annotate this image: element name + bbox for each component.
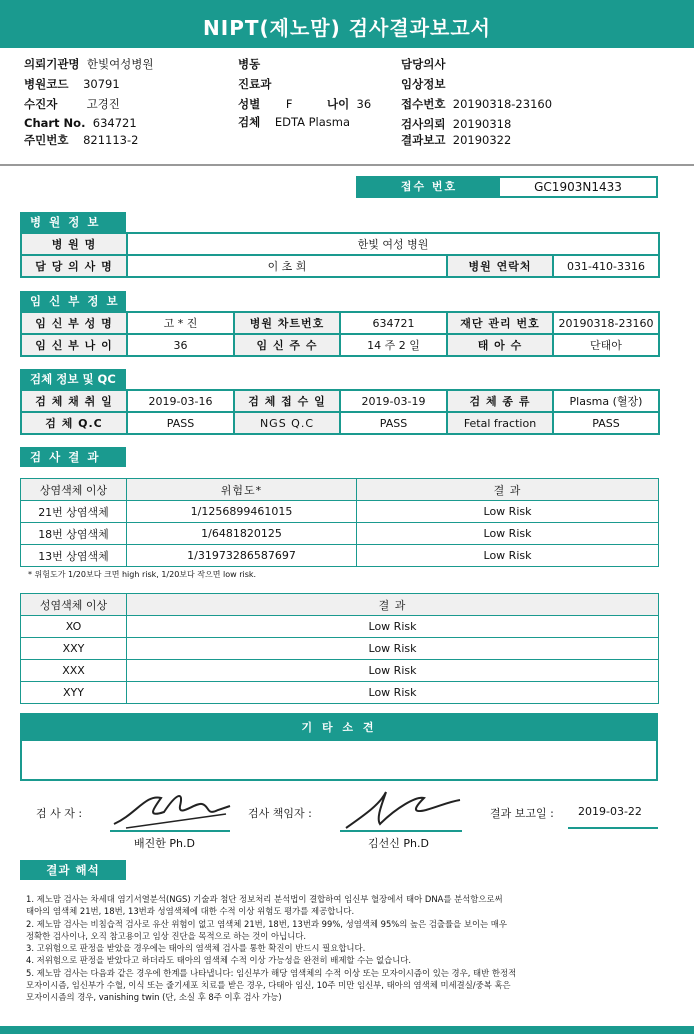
dept-field: 진료과	[238, 77, 272, 91]
tester-label: 검 사 자 :	[36, 807, 83, 820]
receipt-value: GC1903N1433	[534, 180, 622, 194]
reception-field: 접수번호 20190318-23160	[401, 97, 553, 111]
hospital-name-value: 한빛 여성 병원	[127, 233, 659, 255]
note-line: 2. 제노맘 검사는 비침습적 검사로 유산 위험이 없고 염색체 21번, 18번, 13번과 99%, 성염색체 95%의 높은 검출률을 보이는 매우	[26, 918, 507, 929]
patient-field: 수진자 고경진	[24, 97, 120, 111]
chief-line	[340, 830, 462, 832]
fetus-count-value: 단태아	[553, 334, 659, 356]
report-date-label: 결과 보고일 :	[490, 807, 554, 820]
autosome-header: 상염색체 이상	[21, 479, 127, 501]
specimen-type-value: Plasma (혈장)	[553, 390, 659, 412]
hospital-field: 의뢰기관명 한빛여성병원	[24, 57, 154, 71]
result-value: Low Risk	[357, 523, 659, 545]
ward-field: 병동	[238, 57, 261, 71]
chart-number-value: 634721	[340, 312, 447, 334]
results-title: 검 사 결 과	[20, 447, 126, 467]
sex-chrom-name: XO	[21, 616, 127, 638]
doctor-field: 담당의사	[401, 57, 446, 71]
note-line: 4. 저위험으로 판정을 받았다고 하더라도 태아의 염색체 수적 이상 가능성을 완전히 배제할 수는 없습니다.	[26, 955, 412, 966]
sex-chrom-result: Low Risk	[127, 682, 659, 704]
pregnant-name-label: 임 신 부 성 명	[21, 312, 127, 334]
sex-result-header: 결 과	[127, 594, 659, 616]
chart-number-label: 병원 차트번호	[234, 312, 340, 334]
ngs-qc-value: PASS	[340, 412, 447, 434]
note-line: 정확한 검사이나, 오직 참고용이고 임상 진단을 목적으로 하는 것이 아닙니다.	[26, 930, 307, 941]
fetal-fraction-label: Fetal fraction	[447, 412, 553, 434]
hospital-contact-value: 031-410-3316	[553, 255, 659, 277]
id-field: 주민번호 821113-2	[24, 133, 139, 147]
hospital-contact-label: 병원 연락처	[447, 255, 553, 277]
autosome-results-table	[20, 478, 659, 567]
table-row	[21, 616, 659, 638]
code-field: 병원코드 30791	[24, 77, 120, 91]
result-header: 결 과	[357, 479, 659, 501]
weeks-value: 14 주 2 일	[340, 334, 447, 356]
sex-chrom-result: Low Risk	[127, 616, 659, 638]
result-value: Low Risk	[357, 545, 659, 567]
collect-date-value: 2019-03-16	[127, 390, 234, 412]
specimen-field: 검체 EDTA Plasma	[238, 115, 351, 129]
doctor-name-label: 담 당 의 사 명	[21, 255, 127, 277]
ngs-qc-label: NGS Q.C	[234, 412, 340, 434]
sex-field: 성별 F	[238, 97, 293, 111]
weeks-label: 임 신 주 수	[234, 334, 340, 356]
note-line: 태아의 염색체 21번, 18번, 13번과 성염색체에 대한 수적 이상 위험도 평가를 제공합니다.	[26, 906, 355, 917]
sex-chrom-name: XXX	[21, 660, 127, 682]
bottom-bar	[0, 1026, 694, 1034]
pregnant-info-table	[20, 311, 660, 357]
chief-label: 검사 책임자 :	[248, 807, 312, 820]
sex-chrom-result: Low Risk	[127, 638, 659, 660]
chief-name: 김선신 Ph.D	[368, 837, 429, 850]
tester-name: 배진한 Ph.D	[134, 837, 195, 850]
fetal-fraction-value: PASS	[553, 412, 659, 434]
hospital-info-table	[20, 232, 660, 278]
sex-chrom-result: Low Risk	[127, 660, 659, 682]
report-field: 결과보고 20190322	[401, 133, 512, 147]
sex-chromosome-table	[20, 593, 659, 704]
date-line	[568, 827, 658, 829]
other-findings-box	[20, 713, 658, 781]
risk-value: 1/31973286587697	[127, 545, 357, 567]
collect-date-label: 검 체 채 취 일	[21, 390, 127, 412]
chief-signature	[336, 784, 466, 832]
table-row	[21, 638, 659, 660]
note-line: 1. 제노맘 검사는 차세대 염기서열분석(NGS) 기술과 첨단 정보처리 분석법이 결합하여 임신부 혈장에서 태아 DNA를 분석함으로써	[26, 894, 503, 904]
chromosome-name: 21번 상염색체	[21, 501, 127, 523]
specimen-info-table	[20, 389, 660, 435]
tester-line	[110, 830, 230, 832]
sex-chrom-name: XYY	[21, 682, 127, 704]
risk-footnote: * 위험도가 1/20보다 크면 high risk, 1/20보다 작으면 low risk.	[28, 570, 257, 579]
note-line: 5. 제노맘 검사는 다음과 같은 경우에 한계를 나타냅니다: 임신부가 해당 염색체의 수적 이상 또는 모자이시즘이 있는 경우, 태반 한정적	[26, 967, 517, 978]
table-row	[21, 501, 659, 523]
pregnant-name-value: 고 * 진	[127, 312, 234, 334]
pregnant-info-title: 임 신 부 정 보	[20, 291, 126, 311]
specimen-qc-value: PASS	[127, 412, 234, 434]
doctor-name-value: 이 초 희	[127, 255, 447, 277]
pregnant-age-label: 임 신 부 나 이	[21, 334, 127, 356]
report-header	[0, 48, 694, 166]
other-findings-title: 기 타 소 견	[22, 715, 656, 741]
chromosome-name: 13번 상염색체	[21, 545, 127, 567]
table-row	[21, 660, 659, 682]
fetus-count-label: 태 아 수	[447, 334, 553, 356]
chart-field: Chart No. 634721	[24, 116, 137, 130]
clinical-field: 임상정보	[401, 77, 446, 91]
specimen-qc-label: 검 체 Q.C	[21, 412, 127, 434]
interpretation-notes	[26, 893, 666, 1004]
note-line: 모자이시즘, 임신부가 수혈, 이식 또는 줄기세포 치료를 받은 경우, 다태아 임신, 10주 미만 임신부, 태아의 염색체 미세결실/중복 혹은	[26, 980, 511, 991]
note-line: 모자이시즘의 경우, vanishing twin (단, 소실 후 8주 이후 검사 가능)	[26, 992, 282, 1003]
table-row	[21, 545, 659, 567]
specimen-info-title: 검체 정보 및 QC	[20, 369, 126, 389]
report-date-value: 2019-03-22	[578, 805, 642, 818]
receive-date-label: 검 체 접 수 일	[234, 390, 340, 412]
table-row	[21, 523, 659, 545]
pregnant-age-value: 36	[127, 334, 234, 356]
result-value: Low Risk	[357, 501, 659, 523]
hospital-name-label: 병 원 명	[21, 233, 127, 255]
table-row	[21, 682, 659, 704]
receipt-label: 접수 번호	[358, 178, 500, 196]
hospital-info-title: 병 원 정 보	[20, 212, 126, 232]
chromosome-name: 18번 상염색체	[21, 523, 127, 545]
risk-header: 위험도*	[127, 479, 357, 501]
sex-chrom-header: 성염색체 이상	[21, 594, 127, 616]
report-title: NIPT(제노맘) 검사결과보고서	[0, 0, 694, 48]
tester-signature	[106, 784, 236, 832]
sex-chrom-name: XXY	[21, 638, 127, 660]
request-field: 검사의뢰 20190318	[401, 117, 512, 131]
risk-value: 1/1256899461015	[127, 501, 357, 523]
specimen-type-label: 검 체 종 류	[447, 390, 553, 412]
foundation-number-label: 재단 관리 번호	[447, 312, 553, 334]
age-field: 나이 36	[327, 97, 372, 111]
foundation-number-value: 20190318-23160	[553, 312, 659, 334]
interpretation-title: 결과 해석	[20, 860, 126, 880]
note-line: 3. 고위험으로 판정을 받았을 경우에는 태아의 염색체 검사를 통한 확진이 반드시 필요합니다.	[26, 943, 366, 954]
receive-date-value: 2019-03-19	[340, 390, 447, 412]
receipt-number-box	[356, 176, 658, 198]
risk-value: 1/6481820125	[127, 523, 357, 545]
